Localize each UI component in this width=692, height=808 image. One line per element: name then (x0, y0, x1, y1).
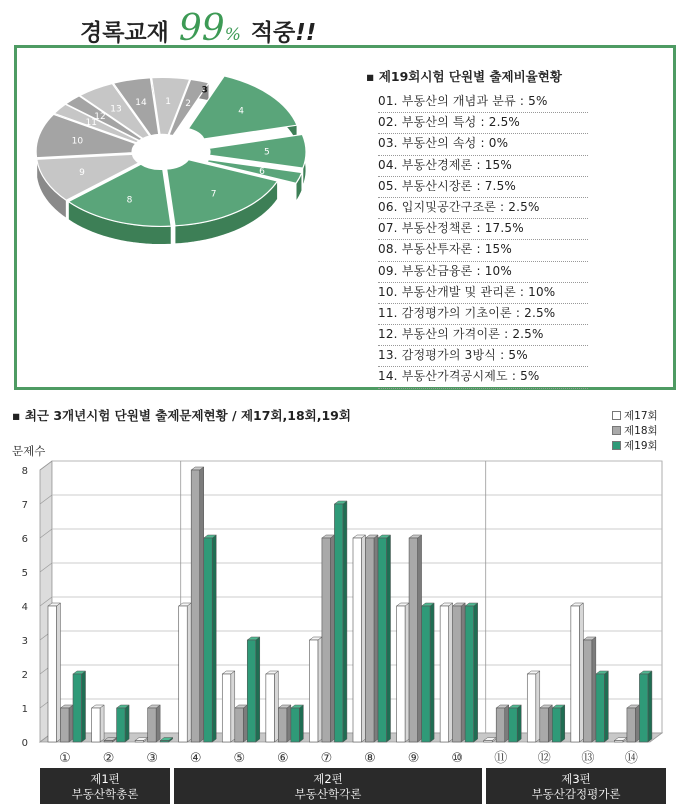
bar-제19회-⑨ (422, 603, 435, 742)
bar-제19회-⑪ (509, 705, 522, 742)
pie-legend-item: 12. 부동산의 가격이론 : 2.5% (378, 325, 588, 346)
gridline-side (40, 461, 52, 470)
bar-제17회-⑥ (266, 671, 279, 742)
bar-제19회-④ (204, 535, 217, 742)
x-tick-label: ⑥ (277, 751, 289, 766)
x-tick-label: ④ (189, 751, 202, 766)
y-tick-label: 0 (21, 738, 28, 749)
gridline-side (40, 529, 52, 538)
x-tick-label: ⑤ (233, 751, 246, 766)
bar-legend-item-18 (612, 423, 658, 438)
x-tick-label: ⑪ (494, 751, 508, 766)
gridline-side (40, 495, 52, 504)
bar-제18회-⑫ (540, 705, 553, 742)
bar-제19회-⑥ (291, 705, 304, 742)
y-tick-label: 2 (21, 670, 28, 681)
bar-제19회-③ (160, 738, 173, 743)
pie-legend-item: 03. 부동산의 속성 : 0% (378, 134, 588, 155)
y-tick-label: 8 (21, 466, 28, 477)
pie-legend-item: 10. 부동산개발 및 관리론 : 10% (378, 283, 588, 304)
bar-제17회-⑬ (571, 603, 584, 742)
pie-slice-label: 3 (201, 85, 208, 96)
bar-제18회-⑥ (278, 705, 291, 742)
bar-제18회-⑨ (409, 535, 422, 742)
pie-legend-item: 01. 부동산의 개념과 분류 : 5% (378, 92, 588, 113)
y-tick-label: 1 (21, 704, 28, 715)
pie-slice-label: 7 (210, 189, 217, 200)
pie-legend-item: 08. 부동산투자론 : 15% (378, 240, 588, 261)
y-tick-label: 7 (21, 500, 28, 511)
part-label-2 (174, 768, 482, 804)
legend-swatch-green (612, 441, 621, 450)
chart-floor (40, 733, 662, 742)
bar-legend-label: 제19회 (624, 440, 658, 452)
y-tick-label: 3 (21, 636, 28, 647)
pie-legend-item: 11. 감정평가의 기초이론 : 2.5% (378, 304, 588, 325)
pie-slice-3 (201, 86, 207, 96)
pie-legend-list (378, 92, 588, 389)
gridline-side (40, 699, 52, 708)
pie-slice-label: 9 (79, 168, 85, 179)
bar-제17회-⑪ (484, 738, 497, 743)
bar-제18회-④ (191, 467, 204, 742)
chart-back-wall (52, 461, 662, 733)
pie-chart (12, 44, 352, 374)
headline-suffix: 적중 (250, 20, 296, 46)
x-tick-label: ⑬ (581, 751, 595, 766)
bar-legend-label: 제17회 (624, 410, 658, 422)
x-tick-label: ⑩ (451, 751, 463, 766)
pie-legend-item: 02. 부동산의 특성 : 2.5% (378, 113, 588, 134)
pie-legend-item: 06. 입지및공간구조론 : 2.5% (378, 198, 588, 219)
bar-제17회-③ (135, 738, 148, 743)
bar-제18회-① (61, 705, 74, 742)
bar-제18회-⑭ (627, 705, 640, 742)
pie-slice-label: 5 (264, 147, 270, 158)
bar-제17회-② (92, 705, 105, 742)
pie-slice-label: 1 (165, 96, 171, 107)
bar-제19회-① (73, 671, 86, 742)
bar-제17회-⑫ (527, 671, 540, 742)
pie-slice-label: 6 (259, 166, 265, 177)
part-title: 제2편 (313, 772, 343, 786)
bar-legend-item-19 (612, 438, 658, 453)
gridline-side (40, 563, 52, 572)
x-tick-label: ⑭ (624, 751, 638, 766)
bar-제17회-⑤ (222, 671, 235, 742)
bar-제19회-⑧ (378, 535, 391, 742)
headline-percent: % (224, 25, 241, 45)
y-tick-label: 4 (21, 602, 28, 613)
part-subtitle: 부동산감정평가론 (531, 787, 621, 801)
bar-제18회-⑦ (322, 535, 335, 742)
pie-slice-label: 4 (238, 106, 245, 117)
part-title: 제3편 (561, 772, 591, 786)
pie-slice-label: 12 (94, 112, 106, 123)
bar-제18회-⑧ (366, 535, 379, 742)
pie-slice-label: 13 (110, 104, 122, 115)
pie-slice-label: 2 (185, 99, 191, 110)
bar-제18회-⑤ (235, 705, 248, 742)
bar-제18회-③ (148, 705, 161, 742)
headline-big-number: 99 (178, 8, 225, 49)
gridline-side (40, 631, 52, 640)
part-subtitle: 부동산학각론 (294, 787, 362, 801)
pie-legend-title-text: 제19회시험 단원별 출제비율현황 (378, 69, 562, 84)
bar-제18회-⑪ (496, 705, 509, 742)
bar-제17회-① (48, 603, 61, 742)
pie-slice-label: 14 (135, 98, 147, 109)
bar-제19회-⑫ (552, 705, 565, 742)
chart-side-wall (40, 461, 52, 742)
pie-slice-label: 10 (71, 136, 84, 147)
pie-slice-label: 11 (85, 118, 97, 129)
bar-section-title: ▪ 최근 3개년시험 단원별 출제문제현황 / 제17회,18회,19회 (12, 408, 351, 423)
bar-제19회-⑭ (639, 671, 652, 742)
x-tick-label: ② (102, 751, 115, 766)
bar-제19회-⑩ (465, 603, 478, 742)
pie-legend-item: 14. 부동산가격공시제도 : 5% (378, 367, 588, 388)
bar-제19회-⑬ (596, 671, 609, 742)
part-label-3 (486, 768, 666, 804)
x-tick-label: ⑦ (320, 751, 333, 766)
gridline-side (40, 665, 52, 674)
gridline-side (40, 597, 52, 606)
headline-prefix: 경록교재 (80, 20, 169, 46)
bar-제19회-⑦ (334, 501, 347, 742)
pie-legend-title: ▪ 제19회시험 단원별 출제비율현황 (366, 69, 562, 84)
pie-legend-item: 04. 부동산경제론 : 15% (378, 156, 588, 177)
pie-slice-label: 8 (126, 195, 133, 206)
bar-제18회-⑬ (583, 637, 596, 742)
bar-legend (612, 408, 658, 453)
x-tick-label: ⑧ (364, 751, 376, 766)
x-tick-label: ⑨ (407, 751, 420, 766)
bar-section-title-text: 최근 3개년시험 단원별 출제문제현황 / 제17회,18회,19회 (24, 408, 351, 423)
y-tick-label: 5 (21, 568, 28, 579)
bar-제17회-⑧ (353, 535, 366, 742)
bar-제18회-② (104, 738, 117, 743)
x-tick-label: ① (59, 751, 71, 766)
y-tick-label: 6 (21, 534, 28, 545)
pie-legend-item: 07. 부동산정책론 : 17.5% (378, 219, 588, 240)
legend-swatch-white (612, 411, 621, 420)
bar-제17회-⑦ (309, 637, 322, 742)
legend-swatch-grey (612, 426, 621, 435)
bar-legend-item-17 (612, 408, 658, 423)
pie-legend-item: 05. 부동산시장론 : 7.5% (378, 177, 588, 198)
x-tick-label: ③ (146, 751, 158, 766)
bar-제17회-⑭ (614, 738, 627, 743)
pie-legend-item: 13. 감정평가의 3방식 : 5% (378, 346, 588, 367)
part-label-1 (40, 768, 170, 804)
bar-제17회-⑨ (397, 603, 410, 742)
bar-제17회-④ (179, 603, 192, 742)
y-axis-label: 문제수 (12, 444, 46, 458)
headline-exclamation: !! (295, 20, 317, 46)
x-tick-label: ⑫ (537, 751, 551, 766)
bar-legend-label: 제18회 (624, 425, 658, 437)
bar-제19회-② (117, 705, 130, 742)
bar-제17회-⑩ (440, 603, 453, 742)
part-subtitle: 부동산학총론 (71, 787, 139, 801)
bar-제18회-⑩ (453, 603, 466, 742)
pie-legend-item: 09. 부동산금융론 : 10% (378, 262, 588, 283)
part-title: 제1편 (90, 772, 120, 786)
bar-제19회-⑤ (247, 637, 259, 742)
